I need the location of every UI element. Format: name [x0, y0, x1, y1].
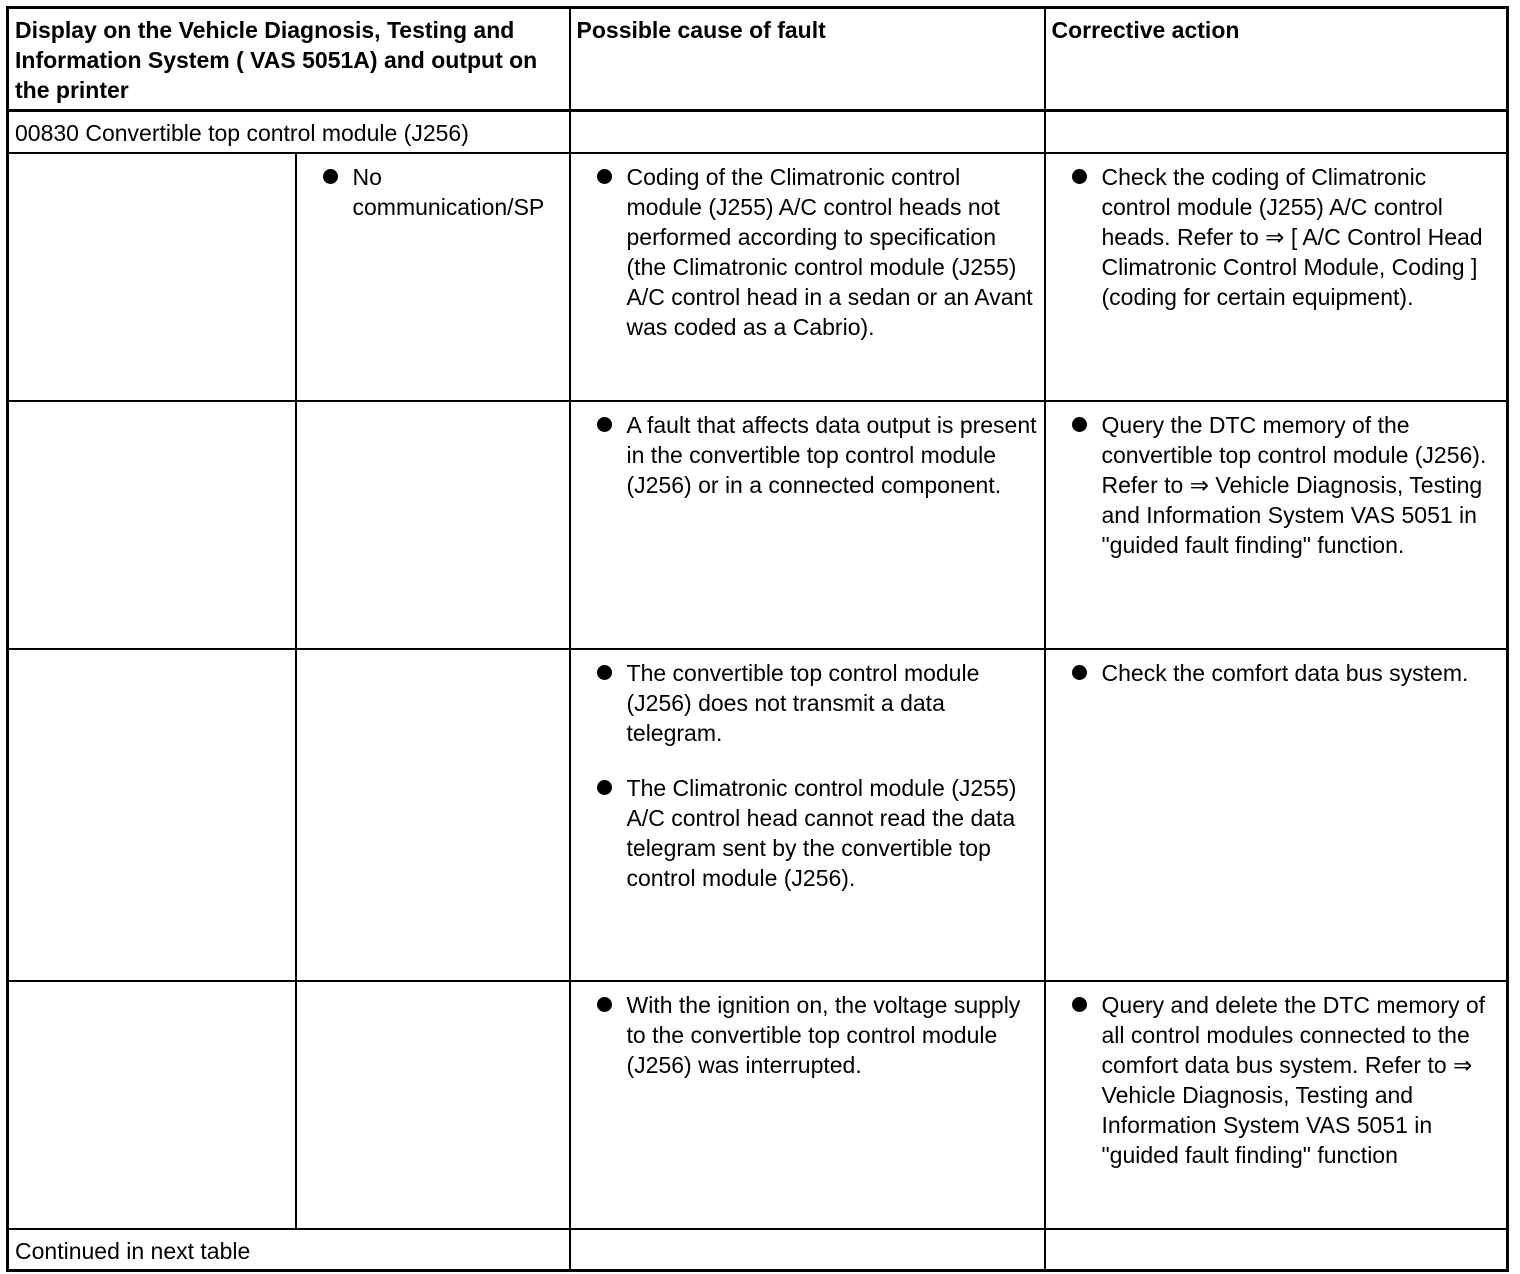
empty-cell	[8, 981, 296, 1229]
list-item	[577, 990, 1038, 1080]
action-cell	[1045, 153, 1508, 401]
cause-cell	[570, 401, 1045, 649]
footer-note: Continued in next table	[8, 1229, 570, 1271]
fault-label-cell	[296, 153, 570, 401]
action-text: Query the DTC memory of the convertible top control module (J256). Refer to ⇒ Vehicle Diagnosis, Testing and Information System VAS 5051 in "guided fault finding" function.	[1101, 411, 1487, 558]
fault-label: No communication/SP	[352, 163, 545, 220]
cause-cell	[570, 649, 1045, 981]
empty-cell	[570, 1229, 1045, 1271]
cause-cell	[570, 981, 1045, 1229]
action-cell	[1045, 649, 1508, 981]
module-title: 00830 Convertible top control module (J256)	[8, 111, 570, 153]
bullet-dot-icon	[323, 169, 338, 184]
bullet-dot-icon	[597, 169, 612, 184]
empty-cell	[1045, 1229, 1508, 1271]
empty-cell	[570, 111, 1045, 153]
cause-text: The Climatronic control module (J255) A/C control head cannot read the data telegram sent by the convertible top control module (J256).	[626, 774, 1017, 891]
action-cell	[1045, 401, 1508, 649]
list-item	[303, 162, 563, 222]
action-text: Check the coding of Climatronic control module (J255) A/C control heads. Refer to ⇒ [ A/C Control Head Climatronic Control Module, Coding ] (coding for certain equipment).	[1101, 163, 1483, 310]
header-cause-column: Possible cause of fault	[570, 8, 1045, 111]
action-text: Query and delete the DTC memory of all control modules connected to the comfort data bus system. Refer to ⇒ Vehicle Diagnosis, Testing and Information System VAS 5051 in "guided fault finding" function	[1101, 991, 1486, 1168]
list-item	[1052, 410, 1501, 560]
list-item	[1052, 658, 1501, 688]
table-row	[8, 981, 1508, 1229]
list-item	[577, 773, 1038, 893]
empty-cell	[8, 153, 296, 401]
header-action-column: Corrective action	[1045, 8, 1508, 111]
header-row	[8, 8, 1508, 111]
cause-text: With the ignition on, the voltage supply to the convertible top control module (J256) was interrupted.	[626, 991, 1021, 1078]
action-cell	[1045, 981, 1508, 1229]
action-text: Check the comfort data bus system.	[1101, 659, 1469, 686]
bullet-dot-icon	[1072, 417, 1087, 432]
list-item	[1052, 162, 1501, 312]
cause-text: A fault that affects data output is present in the convertible top control module (J256) or in a connected component.	[626, 411, 1037, 498]
bullet-dot-icon	[597, 417, 612, 432]
bullet-dot-icon	[1072, 665, 1087, 680]
list-item	[1052, 990, 1501, 1170]
bullet-dot-icon	[597, 665, 612, 680]
empty-cell	[8, 649, 296, 981]
empty-cell	[296, 401, 570, 649]
empty-cell	[296, 649, 570, 981]
empty-cell	[296, 981, 570, 1229]
list-item	[577, 162, 1038, 342]
list-item	[577, 658, 1038, 748]
bullet-dot-icon	[1072, 997, 1087, 1012]
empty-cell	[8, 401, 296, 649]
bullet-dot-icon	[597, 780, 612, 795]
table-row	[8, 401, 1508, 649]
header-display-column: Display on the Vehicle Diagnosis, Testing and Information System ( VAS 5051A) and output on the printer	[8, 8, 570, 111]
bullet-dot-icon	[1072, 169, 1087, 184]
footer-row	[8, 1229, 1508, 1271]
empty-cell	[1045, 111, 1508, 153]
bullet-dot-icon	[597, 997, 612, 1012]
fault-table	[6, 6, 1509, 1272]
module-title-row	[8, 111, 1508, 153]
cause-text: Coding of the Climatronic control module (J255) A/C control heads not performed according to specification (the Climatronic control module (J255) A/C control head in a sedan or an Avant was coded as a Cabrio).	[626, 163, 1033, 340]
table-row	[8, 649, 1508, 981]
cause-cell	[570, 153, 1045, 401]
table-row	[8, 153, 1508, 401]
list-item	[577, 410, 1038, 500]
cause-text: The convertible top control module (J256) does not transmit a data telegram.	[626, 659, 980, 746]
